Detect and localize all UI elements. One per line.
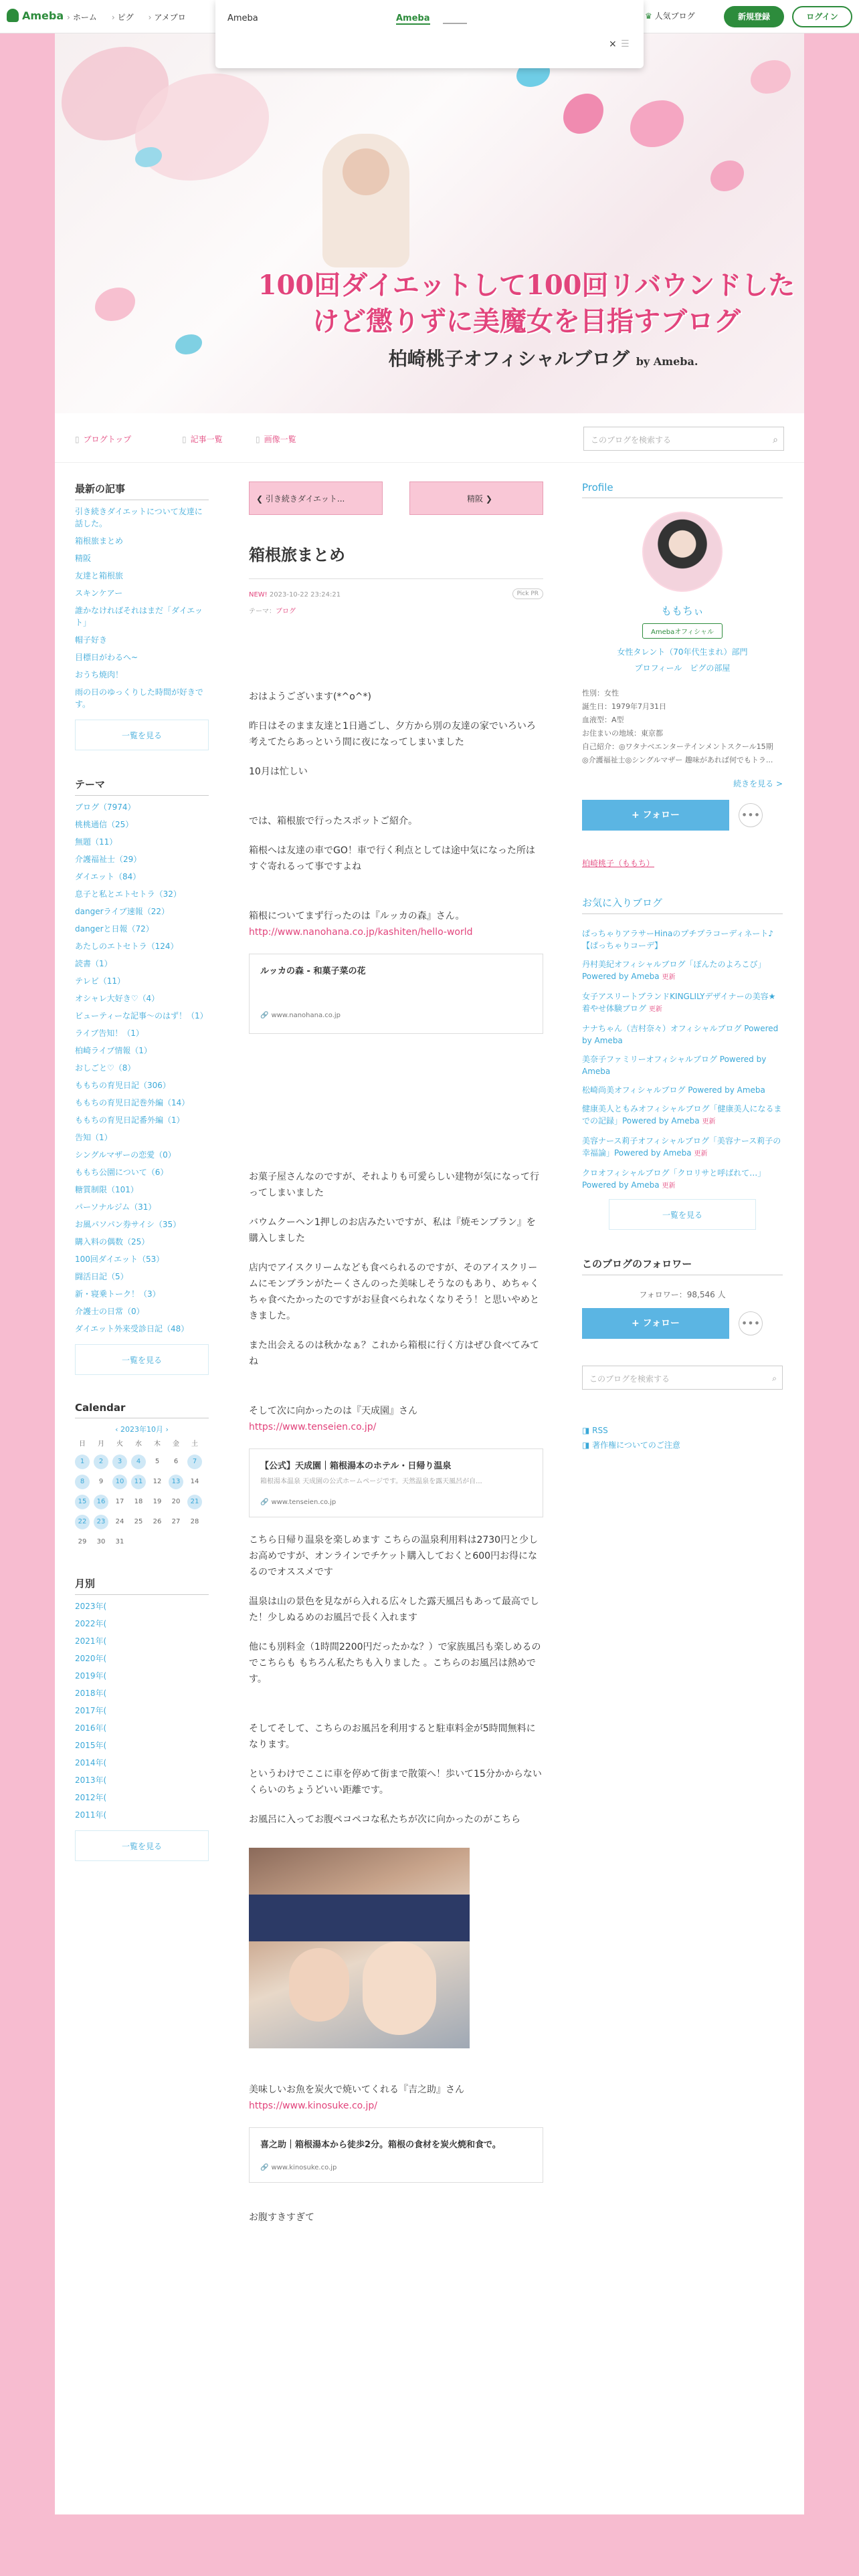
favorite-blog-title: 美容ナース莉子オフィシャルブログ「美容ナース莉子の幸福論」Powered by Ameba <box>582 1136 781 1158</box>
favorite-blog-link[interactable] <box>582 1023 783 1047</box>
info-icon: ◨ <box>582 1440 593 1450</box>
profile-info-line: 誕生日：1979年7月31日 <box>582 702 666 711</box>
shop-link-1[interactable]: http://www.nanohana.co.jp/kashiten/hello-world <box>249 927 473 938</box>
paragraph: そして次に向かったのは『天成園』さん <box>249 1406 417 1416</box>
more-options-icon[interactable]: ••• <box>739 803 763 827</box>
calendar-day: 5 <box>155 1458 160 1465</box>
theme-link[interactable]: 新・寝乗トーク！（3） <box>75 1289 161 1299</box>
month-heading: 月別 <box>75 1576 209 1595</box>
recent-entry-link[interactable]: スキンケアー <box>75 588 123 598</box>
search-placeholder: このブログを検索する <box>589 1374 670 1384</box>
favorite-blog-title: 丹村美紀オフィシャルブログ「ぽんたのよろこび」Powered by Ameba <box>582 960 766 981</box>
paragraph: また出会えるのは秋かなぁ？これから箱根に行く方はぜひ食べてみてね <box>249 1340 539 1367</box>
follow-button[interactable]: + フォロー <box>582 800 729 831</box>
link-card-title: 【公式】天成園｜箱根湯本のホテル・日帰り温泉 <box>260 1461 452 1471</box>
calendar-day: 9 <box>98 1478 104 1485</box>
paragraph: 温泉は山の景色を見ながら入れる広々した露天風呂もあって最高でした！少しぬるめのお風呂で長く入れます <box>249 1596 539 1623</box>
footer <box>55 2514 804 2576</box>
favorite-blog-title: クロオフィシャルブログ「クロリサと呼ばれて…」Powered by Ameba <box>582 1168 766 1190</box>
theme-link[interactable]: シングルマザーの恋愛（0） <box>75 1150 176 1160</box>
theme-link[interactable]: ダイエット外来受診日記（48） <box>75 1324 189 1333</box>
theme-link[interactable]: 桃桃通信（25） <box>75 820 134 829</box>
recent-entry-link[interactable]: 誰かなければそれはまだ「ダイエット」 <box>75 606 203 627</box>
followers-heading: このブログのフォロワー <box>582 1257 783 1275</box>
calendar-month[interactable]: ‹ 2023年10月 › <box>115 1425 169 1434</box>
recent-entry-link[interactable]: 友達と箱根旅 <box>75 571 124 580</box>
theme-link[interactable]: dangerと日報（72） <box>75 924 154 934</box>
favorite-blog-link[interactable] <box>582 1135 783 1160</box>
favorites-more-button[interactable]: 一覧を見る <box>609 1199 756 1230</box>
theme-more-button[interactable]: 一覧を見る <box>75 1344 209 1375</box>
profile-info-line: 性別：女性 <box>582 689 619 697</box>
favorite-blog-title: 松崎尚美オフィシャルブログ Powered by Ameba <box>582 1085 765 1095</box>
nav-ameblo[interactable]: › アメブロ <box>149 11 186 23</box>
calendar-day[interactable]: 7 <box>187 1455 202 1469</box>
copyright-label: 著作権についてのご注意 <box>592 1440 680 1450</box>
left-sidebar <box>75 481 209 1888</box>
theme-link[interactable]: 無題（11） <box>75 837 118 847</box>
recent-entry-link[interactable]: 引き続きダイエットについて友達に話した。 <box>75 507 203 528</box>
person-1 <box>289 1948 349 2022</box>
search-icon[interactable]: ⌕ <box>773 435 778 445</box>
theme-link[interactable]: ブログ（7974） <box>75 802 136 812</box>
calendar-weekday: 日 <box>79 1440 86 1448</box>
link-card-url: 🔗 www.nanohana.co.jp <box>260 1012 532 1019</box>
recent-entry-link[interactable]: 帽子好き <box>75 635 108 645</box>
article-meta <box>249 591 543 599</box>
theme-list <box>75 801 209 1335</box>
theme-label: テーマ： <box>249 608 276 615</box>
paragraph: 美味しいお魚を炭火で焼いてくれる『吉之助』さん <box>249 2084 464 2095</box>
month-link[interactable]: 2022年( <box>75 1619 107 1628</box>
month-list <box>75 1600 209 1821</box>
theme-link[interactable]: ももち公園について（6） <box>75 1168 169 1177</box>
calendar-day[interactable]: 21 <box>187 1495 202 1509</box>
favorite-blog-link[interactable] <box>582 928 783 952</box>
link-card-3[interactable] <box>249 2127 543 2183</box>
paragraph: お菓子屋さんなのですが、それよりも可愛らしい建物が気になって行ってしまいました <box>249 1172 539 1198</box>
image-space <box>249 1049 543 1169</box>
favorite-blog-title: 女子アスリートブランドKINGLILYデザイナーの美容★着やせ体験ブログ <box>582 992 776 1013</box>
prev-post-label: 引き続きダイエット... <box>265 494 345 504</box>
calendar-day: 6 <box>173 1458 179 1465</box>
theme-link[interactable]: ビューティーな記事～のはず！（1） <box>75 1011 208 1021</box>
calendar-day[interactable]: 11 <box>131 1475 146 1489</box>
paragraph: 箱根についてまず行ったのは『ルッカの森』さん。 <box>249 911 465 922</box>
calendar-day[interactable]: 8 <box>75 1475 90 1489</box>
calendar-day: 18 <box>134 1498 143 1505</box>
login-button[interactable]: ログイン <box>792 6 852 27</box>
profile-more-link[interactable]: 続きを見る > <box>733 779 783 788</box>
month-link[interactable]: 2020年( <box>75 1654 107 1663</box>
petal-decoration <box>630 100 684 147</box>
profile-info-line: 血液型：A型 <box>582 716 624 724</box>
updated-badge: 更新 <box>694 1150 708 1158</box>
popup-title: Ameba <box>227 13 258 23</box>
month-link[interactable]: 2017年( <box>75 1706 107 1715</box>
popup-brand-tab[interactable]: Ameba <box>396 13 430 23</box>
calendar-day[interactable]: 1 <box>75 1455 90 1469</box>
theme-link[interactable]: ブログ <box>276 608 296 615</box>
theme-link[interactable]: テレビ（11） <box>75 976 126 986</box>
paragraph: 10月は忙しい <box>249 766 308 777</box>
theme-link[interactable]: ダイエット（84） <box>75 872 141 881</box>
updated-badge: 更新 <box>702 1118 716 1125</box>
blog-search-input[interactable] <box>583 427 784 451</box>
recent-more-button[interactable]: 一覧を見る <box>75 720 209 750</box>
favorites-list <box>582 928 783 1192</box>
theme-link[interactable]: あたしのエトセトラ（124） <box>75 942 179 951</box>
calendar-day: 12 <box>153 1478 162 1485</box>
month-link[interactable]: 2021年( <box>75 1636 107 1646</box>
ameba-logo-icon <box>7 9 19 22</box>
favorite-blog-link[interactable] <box>582 1084 783 1096</box>
blog-subtitle <box>369 344 717 371</box>
calendar-day[interactable]: 16 <box>94 1495 108 1509</box>
prev-post-button[interactable] <box>249 481 383 515</box>
article-theme <box>249 605 543 615</box>
recent-entry-link[interactable]: 雨の日のゆっくりした時間が好きです。 <box>75 687 203 709</box>
link-card-url: 🔗 www.kinosuke.co.jp <box>260 2164 532 2171</box>
calendar-weekday: 火 <box>116 1440 123 1448</box>
calendar-day: 30 <box>96 1538 106 1545</box>
recent-entry-link[interactable]: 箱根旅まとめ <box>75 536 124 546</box>
theme-link[interactable]: 読書（1） <box>75 959 112 968</box>
shop-link-2[interactable]: https://www.tenseien.co.jp/ <box>249 1422 377 1432</box>
profile-heading: Profile <box>582 481 783 498</box>
petal-decoration <box>175 334 202 354</box>
avatar[interactable] <box>642 512 723 592</box>
month-link[interactable]: 2023年( <box>75 1602 107 1611</box>
follow-row <box>582 800 783 831</box>
month-link[interactable]: 2018年( <box>75 1689 107 1698</box>
theme-link[interactable]: オシャレ大好き♡（4） <box>75 994 160 1003</box>
blog-nav <box>55 413 804 463</box>
blog-header-banner[interactable] <box>55 33 804 413</box>
follower-count: フォロワー：98,546 人 <box>639 1290 726 1299</box>
popular-blog-label: 人気ブログ <box>654 11 695 21</box>
calendar-day: 20 <box>171 1498 181 1505</box>
theme-link[interactable]: おしごと♡（8） <box>75 1063 136 1073</box>
profile-name[interactable]: ももちぃ <box>660 605 704 617</box>
theme-link[interactable]: 介護福祉士（29） <box>75 855 142 864</box>
month-link[interactable]: 2012年( <box>75 1793 107 1802</box>
link-card-url: 🔗 www.tenseien.co.jp <box>260 1499 532 1506</box>
right-sidebar <box>582 481 783 1453</box>
calendar-day[interactable]: 23 <box>94 1515 108 1529</box>
theme-link[interactable]: お風パソパン券サイシ（35） <box>75 1220 181 1229</box>
month-link[interactable]: 2013年( <box>75 1776 107 1785</box>
main-article <box>249 481 543 2239</box>
top-nav <box>67 11 201 23</box>
calendar-day: 14 <box>190 1478 199 1485</box>
theme-link[interactable]: 柏崎ライブ情報（1） <box>75 1046 152 1055</box>
updated-badge: 更新 <box>662 1182 676 1190</box>
article-date: 2023-10-22 23:24:21 <box>269 591 341 599</box>
recent-entry-link[interactable]: おうち焼肉！ <box>75 670 124 679</box>
paragraph: バウムクーヘン1押しのお店みたいですが、私は『焼モンブラン』を購入しました <box>249 1217 536 1244</box>
paragraph: 昨日はそのまま友達と1日過ごし、夕方から別の友達の家でいろいろ考えてたらあっという間に夜になってしまいました <box>249 721 536 748</box>
updated-badge: 更新 <box>648 1006 662 1013</box>
month-link[interactable]: 2019年( <box>75 1671 107 1681</box>
next-post-label: 精阪 <box>467 494 484 504</box>
calendar-days <box>75 1455 209 1549</box>
profile-info-line: 自己紹介：◎ワタナベエンターテインメントスクール15期 <box>582 742 773 751</box>
profile-info <box>582 687 783 767</box>
calendar-weekday: 水 <box>135 1440 142 1448</box>
calendar-day[interactable]: 4 <box>131 1455 146 1469</box>
post-pager <box>249 481 543 515</box>
link-card-title: ルッカの森 - 和菓子菜の花 <box>260 966 366 976</box>
calendar-day[interactable]: 15 <box>75 1495 90 1509</box>
calendar-day: 27 <box>171 1518 181 1525</box>
link-card-desc: 箱根湯本温泉 天成園の公式ホームページです。天然温泉を露天風呂が自... <box>260 1478 482 1485</box>
restaurant-photo[interactable] <box>249 1848 470 2048</box>
link-card-1[interactable] <box>249 954 543 1034</box>
calendar-day[interactable]: 2 <box>94 1455 108 1469</box>
theme-link[interactable]: 介護士の日常（0） <box>75 1307 145 1316</box>
next-post-button[interactable] <box>409 481 543 515</box>
calendar-day: 28 <box>190 1518 199 1525</box>
recent-entry-link[interactable]: 精阪 <box>75 554 92 563</box>
menu-icon[interactable]: ☰ <box>621 39 630 49</box>
profile-info-line: ◎介護福祉士◎シングルマザー 趣味があれば何でもトラ... <box>582 756 773 764</box>
link-card-2[interactable] <box>249 1448 543 1517</box>
theme-link[interactable]: ライブ告知！（1） <box>75 1029 144 1038</box>
more-options-icon[interactable]: ••• <box>739 1311 763 1335</box>
favorite-blog-link[interactable] <box>582 1103 783 1128</box>
theme-link[interactable]: ももちの育児日記（306） <box>75 1081 171 1090</box>
favorite-blog-link[interactable] <box>582 1167 783 1192</box>
nav-blog-top[interactable]: ▯ ブログトップ <box>75 433 131 445</box>
month-link[interactable]: 2015年( <box>75 1741 107 1750</box>
theme-link[interactable]: 闘活日記（5） <box>75 1272 128 1281</box>
theme-heading: テーマ <box>75 777 209 796</box>
month-link[interactable]: 2014年( <box>75 1758 107 1767</box>
profile-category[interactable]: 女性タレント（70年代生まれ）部門 <box>617 647 748 657</box>
theme-link[interactable]: 糖質制限（101） <box>75 1185 138 1194</box>
calendar-day: 25 <box>134 1518 143 1525</box>
recent-list <box>75 506 209 710</box>
theme-link[interactable]: 100回ダイエット（53） <box>75 1255 165 1264</box>
official-badge: Amebaオフィシャル <box>642 623 723 639</box>
recent-entry-link[interactable]: 目標日がわるへ~ <box>75 653 138 662</box>
petal-decoration <box>563 94 603 134</box>
calendar-day: 17 <box>115 1498 124 1505</box>
updated-badge: 更新 <box>662 974 676 981</box>
rss-links <box>582 1423 783 1453</box>
blog-title: 100回ダイエットして100回リバウンドしたけど懲りずに美魔女を目指すブログ <box>258 270 795 337</box>
copyright-link[interactable] <box>582 1438 783 1453</box>
header-popup <box>215 0 644 68</box>
theme-link[interactable]: 購入料の偶数（25） <box>75 1237 150 1247</box>
paragraph: おはようございます(*^o^*) <box>249 691 371 702</box>
ameba-logo[interactable] <box>7 9 64 22</box>
petal-decoration <box>710 160 744 191</box>
nav-entry-list[interactable]: ▯ 記事一覧 <box>182 433 223 445</box>
petal-decoration <box>751 60 791 94</box>
follow-row-2 <box>582 1308 783 1339</box>
profile-info-line: お住まいの地域：東京都 <box>582 729 663 738</box>
favorites-heading: お気に入りブログ <box>582 895 783 914</box>
link-card-title: 喜之助｜箱根湯本から徒歩2分。箱根の食材を炭火焼和食で。 <box>260 2140 501 2150</box>
paragraph: そしてそして、こちらのお風呂を利用すると駐車料金が5時間無料になります。 <box>249 1723 536 1750</box>
pick-pr-button[interactable]: Pick PR <box>512 588 543 599</box>
month-link[interactable]: 2016年( <box>75 1723 107 1733</box>
theme-link[interactable]: 息子と私とエトセトラ（32） <box>75 889 181 899</box>
blogger-photo <box>322 134 409 267</box>
month-link[interactable]: 2011年( <box>75 1810 107 1820</box>
rss-link[interactable] <box>582 1423 783 1438</box>
calendar-weekdays <box>75 1437 209 1452</box>
search-icon[interactable]: ⌕ <box>772 1374 777 1383</box>
favorite-blog-link[interactable] <box>582 990 783 1016</box>
calendar-day[interactable]: 10 <box>112 1475 127 1489</box>
by-ameba: by Ameba. <box>636 355 698 368</box>
calendar-day: 29 <box>78 1538 87 1545</box>
theme-link[interactable]: パーソナルジム（31） <box>75 1202 157 1212</box>
calendar-heading: Calendar <box>75 1402 209 1418</box>
article-body <box>249 689 543 2226</box>
month-more-button[interactable]: 一覧を見る <box>75 1830 209 1861</box>
favorite-blog-title: ぱっちゃりアラサーHinaのプチプラコーディネート♪【ぱっちゃりコーデ】 <box>582 929 774 950</box>
blog-subtitle-text: 柏崎桃子オフィシャルブログ <box>388 348 630 370</box>
shop-link-3[interactable]: https://www.kinosuke.co.jp/ <box>249 2101 377 2111</box>
theme-link[interactable]: ももちの育児日記巻外編（14） <box>75 1098 190 1107</box>
theme-link[interactable]: ももちの育児日記番外編（1） <box>75 1115 185 1125</box>
rss-label: RSS <box>592 1426 608 1435</box>
favorite-blog-title: ナナちゃん（吉村奈々）オフィシャルブログ Powered by Ameba <box>582 1024 779 1045</box>
calendar-day: 24 <box>115 1518 124 1525</box>
recent-heading: 最新の記事 <box>75 481 209 500</box>
paragraph: 箱根へは友達の車でGO！車で行く利点としては途中気になった所はすぐ寄れるって事ですよね <box>249 845 535 872</box>
crown-icon: ♛ <box>645 11 652 21</box>
calendar-day[interactable]: 22 <box>75 1515 90 1529</box>
favorite-blog-link[interactable] <box>582 1053 783 1077</box>
close-icon[interactable]: × <box>609 39 617 49</box>
calendar-weekday: 木 <box>154 1440 161 1448</box>
calendar-day[interactable]: 13 <box>169 1475 183 1489</box>
popular-blog-link[interactable] <box>645 10 695 21</box>
nav-pigg[interactable]: › ピグ <box>112 11 134 23</box>
theme-link[interactable]: dangerライブ速報（22） <box>75 907 170 916</box>
paragraph: 他にも別料金（1時間2200円だったかな？）で家族風呂も楽しめるのでこちらも もちろん私たちも入りました 。こちらのお風呂は熱めです。 <box>249 1642 541 1685</box>
favorite-blog-title: 健康美人ともみオフィシャルブログ「健康美人になるまでの記録」Powered by Ameba <box>582 1104 782 1125</box>
prev-icon: ❮ <box>256 494 266 504</box>
petal-decoration <box>95 288 135 321</box>
paragraph: お風呂に入ってお腹ペコペコな私たちが次に向かったのがこちら <box>249 1814 520 1825</box>
register-button[interactable]: 新規登録 <box>724 6 784 27</box>
profile-links[interactable]: プロフィール ピグの部屋 <box>634 663 731 673</box>
logo-text: Ameba <box>22 9 64 22</box>
calendar-weekday: 月 <box>98 1440 104 1448</box>
next-icon: ❯ <box>483 494 492 504</box>
favorite-blog-link[interactable] <box>582 958 783 984</box>
paragraph: というわけでここに車を停めて街まで散策へ！歩いて15分かからないくらいのちょうどいい距離です。 <box>249 1769 542 1796</box>
article-title[interactable]: 箱根旅まとめ <box>249 542 543 579</box>
rss-icon: ◨ <box>582 1426 593 1435</box>
noren-curtain <box>249 1895 470 1941</box>
calendar-weekday: 金 <box>173 1440 179 1448</box>
search-placeholder: このブログを検索する <box>591 435 672 445</box>
calendar-day: 19 <box>153 1498 162 1505</box>
paragraph: では、箱根旅で行ったスポットご紹介。 <box>249 816 417 827</box>
paragraph: こちら日帰り温泉を楽しめます こちらの温泉利用料は2730円と少しお高めですが、オンラインでチケット購入しておくと600円お得になるのでオススメです <box>249 1535 539 1578</box>
new-badge: NEW! <box>249 591 268 599</box>
popup-tab-underline <box>443 23 467 24</box>
calendar-day: 26 <box>153 1518 162 1525</box>
calendar-day: 31 <box>115 1538 124 1545</box>
favorite-blog-title: 美奈子ファミリーオフィシャルブログ Powered by Ameba <box>582 1055 767 1076</box>
sidebar-search-input[interactable] <box>582 1366 783 1390</box>
theme-link[interactable]: 告知（1） <box>75 1133 112 1142</box>
follow-button-2[interactable]: + フォロー <box>582 1308 729 1339</box>
nav-home[interactable]: › ホーム <box>67 11 97 23</box>
calendar-day[interactable]: 3 <box>112 1455 127 1469</box>
calendar-weekday: 土 <box>191 1440 198 1448</box>
owner-link[interactable]: 柏崎桃子（ももち） <box>582 859 655 868</box>
paragraph: お腹すきすぎて <box>249 2212 314 2223</box>
nav-image-list[interactable]: ▯ 画像一覧 <box>256 433 296 445</box>
paragraph: 店内でアイスクリームなども食べられるのですが、そのアイスクリームにモンブランがたーくさんのった美味しそうなのもあり、めちゃくちゃ食べたかったのですがお昼食べられなくなりそう！と思いやめときました。 <box>249 1263 539 1321</box>
person-2 <box>363 1941 436 2035</box>
